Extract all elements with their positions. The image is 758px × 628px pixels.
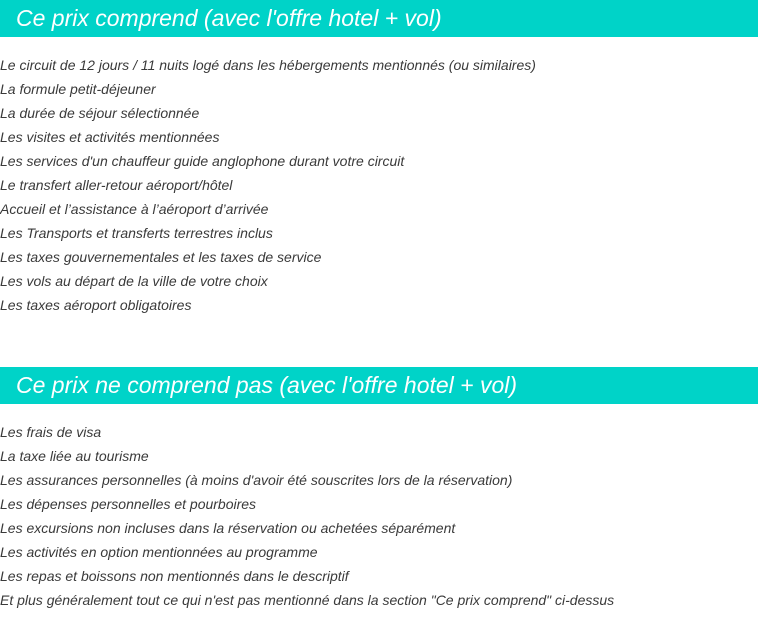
list-item: Accueil et l’assistance à l’aéroport d’arrivée <box>0 201 269 217</box>
list-item: Les Transports et transferts terrestres inclus <box>0 225 273 241</box>
included-items-list <box>0 53 536 317</box>
list-item: La taxe liée au tourisme <box>0 448 149 464</box>
list-item: Les frais de visa <box>0 424 102 440</box>
excluded-section-title: Ce prix ne comprend pas (avec l'offre hotel + vol) <box>0 367 758 404</box>
list-item: Les repas et boissons non mentionnés dans le descriptif <box>0 568 349 584</box>
list-item: Le transfert aller-retour aéroport/hôtel <box>0 177 233 193</box>
excluded-items-list <box>0 420 614 612</box>
list-item: La formule petit-déjeuner <box>0 81 156 97</box>
list-item: Les taxes gouvernementales et les taxes de service <box>0 249 322 265</box>
list-item: Les assurances personnelles (à moins d'avoir été souscrites lors de la réservation) <box>0 472 513 488</box>
list-item: La durée de séjour sélectionnée <box>0 105 200 121</box>
list-item: Les dépenses personnelles et pourboires <box>0 496 257 512</box>
list-item: Les excursions non incluses dans la réservation ou achetées séparément <box>0 520 456 536</box>
list-item: Les services d'un chauffeur guide anglophone durant votre circuit <box>0 153 405 169</box>
included-section-title: Ce prix comprend (avec l'offre hotel + vol) <box>0 0 758 37</box>
list-item: Les activités en option mentionnées au programme <box>0 544 318 560</box>
list-item: Les taxes aéroport obligatoires <box>0 297 192 313</box>
list-item: Les vols au départ de la ville de votre choix <box>0 273 268 289</box>
list-item: Et plus généralement tout ce qui n'est pas mentionné dans la section "Ce prix comprend" ci-dessus <box>0 592 615 608</box>
list-item: Le circuit de 12 jours / 11 nuits logé dans les hébergements mentionnés (ou similaires) <box>0 57 536 73</box>
list-item: Les visites et activités mentionnées <box>0 129 220 145</box>
